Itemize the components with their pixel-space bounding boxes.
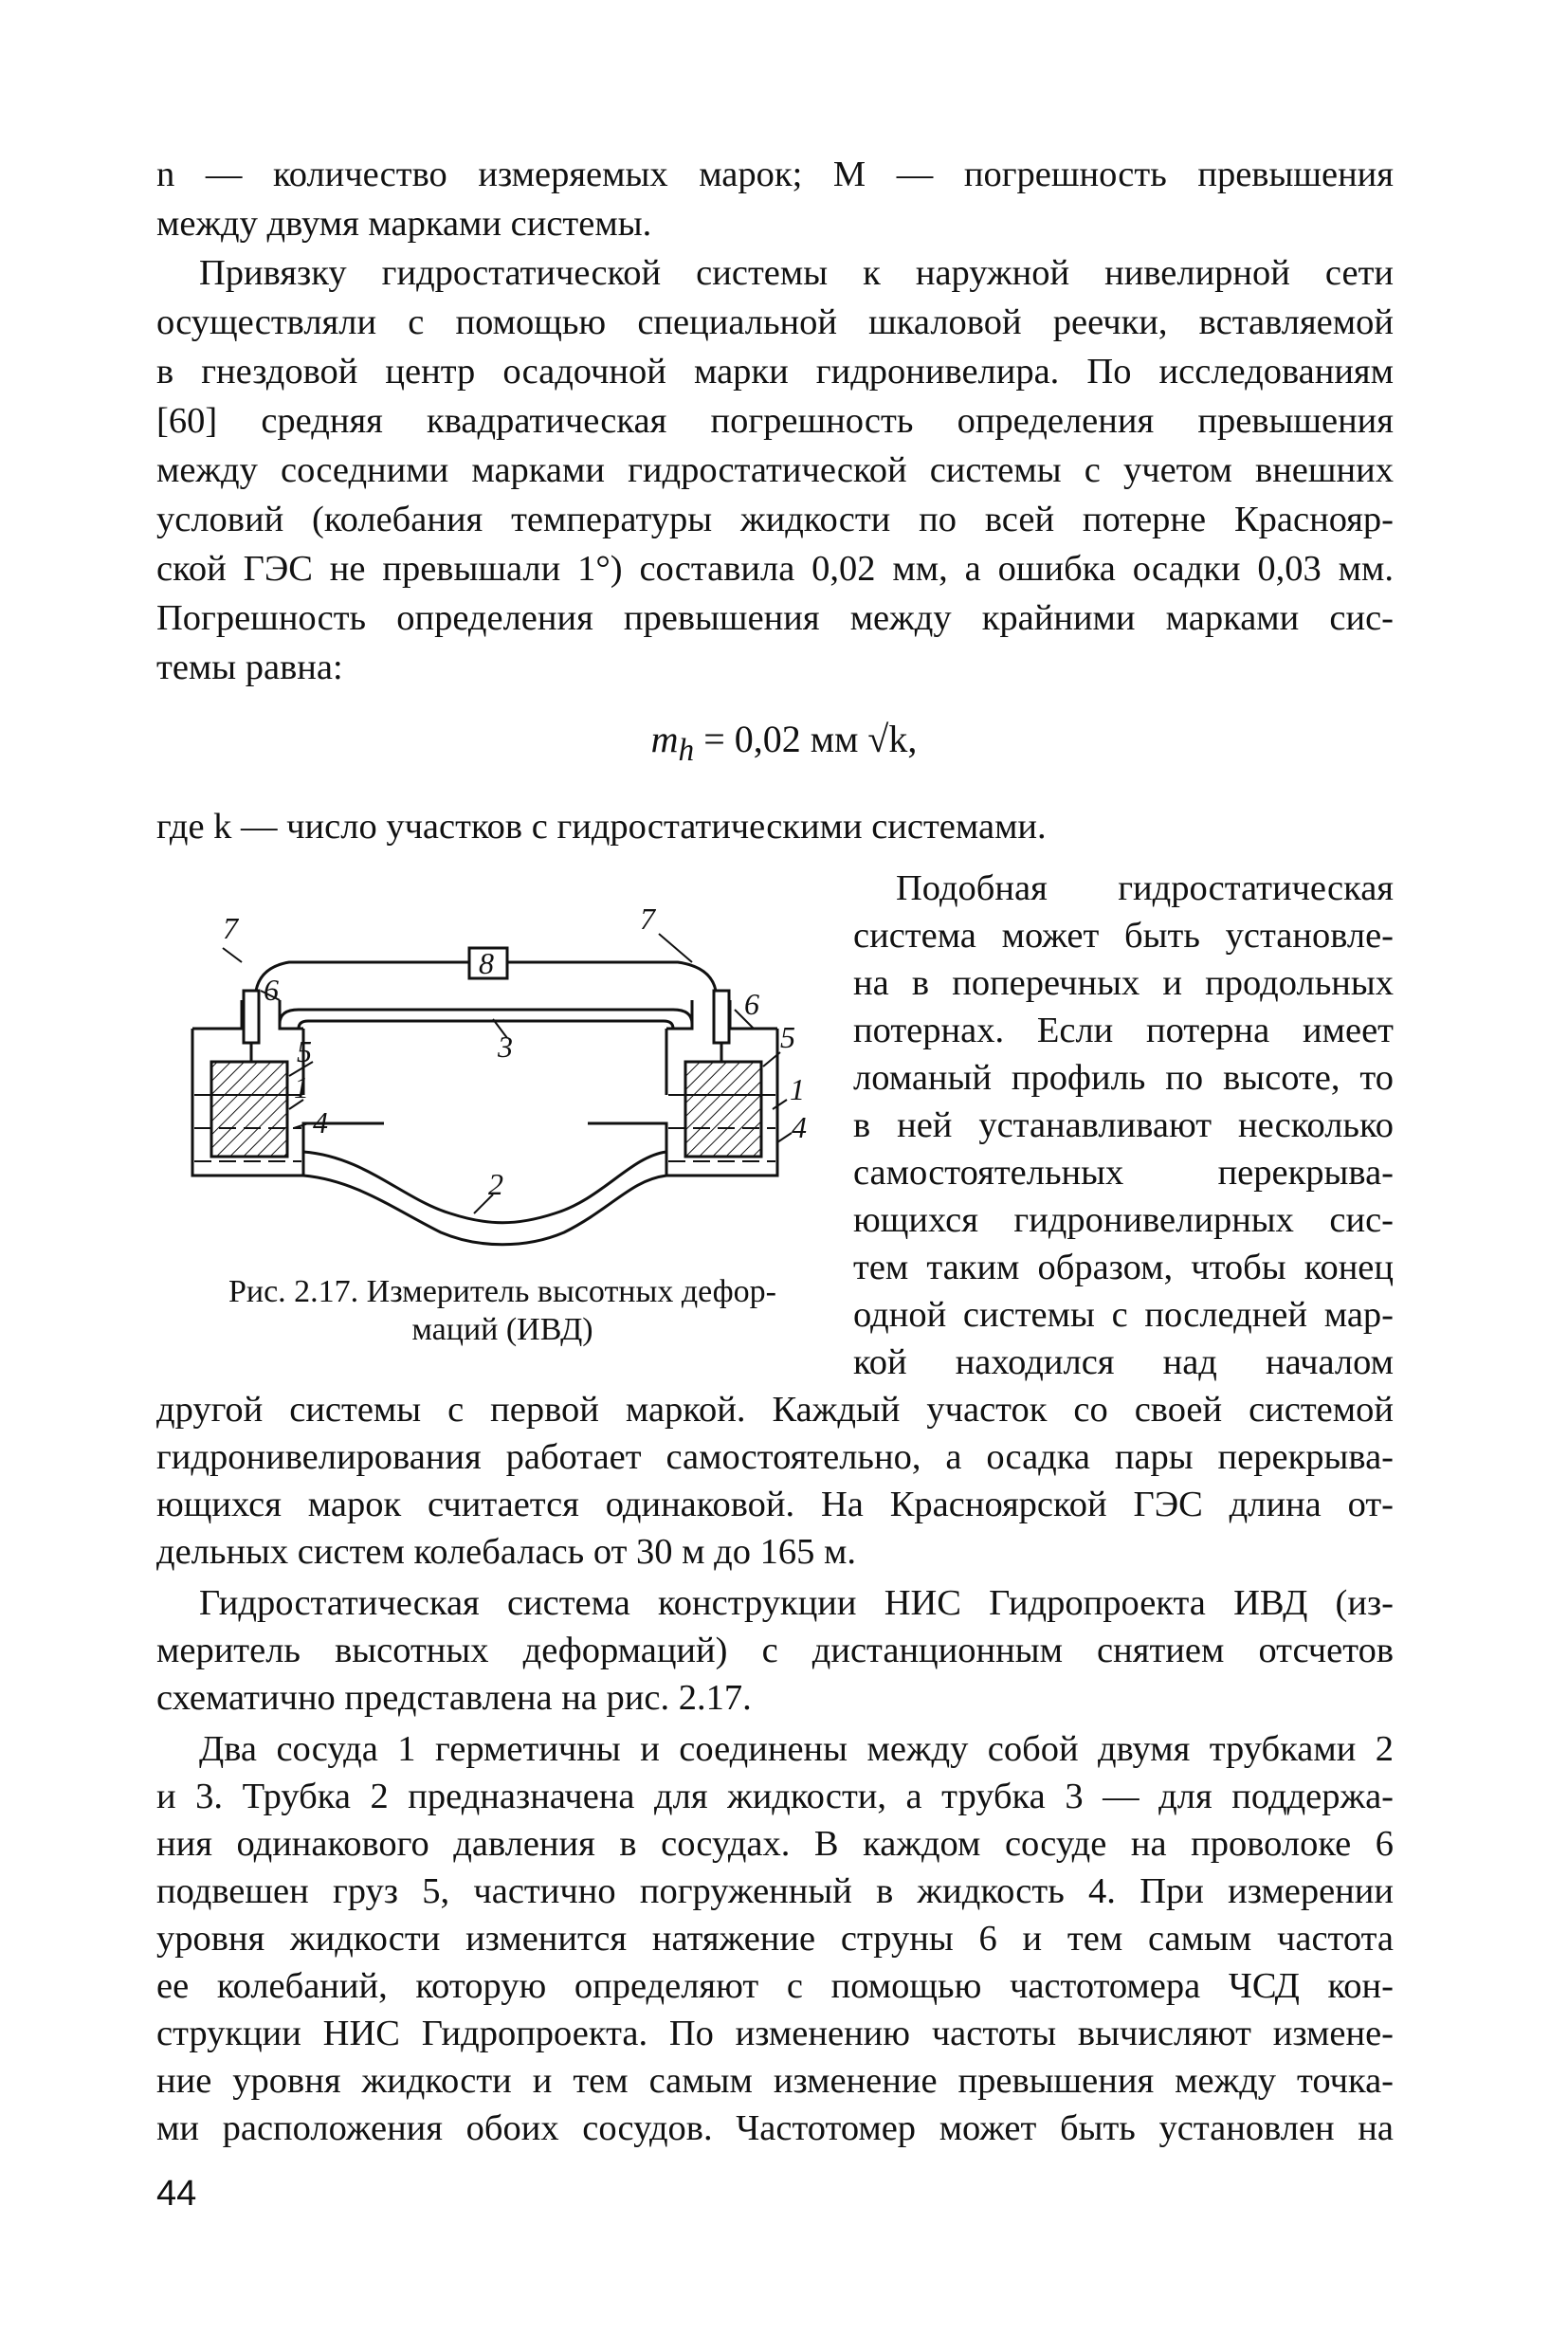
text-line: система может быть установле-: [853, 916, 1394, 956]
figure-ivd-diagram: [166, 858, 830, 1256]
label-5-right: 5: [780, 1020, 795, 1054]
text-line: Подобная гидростатическая: [896, 868, 1394, 908]
text-line: между соседними марками гидростатической системы с учетом внешних: [156, 450, 1394, 490]
text-line: условий (колебания температуры жидкости по всей потерне Краснояр-: [156, 500, 1394, 539]
text-line: между двумя марками системы.: [156, 204, 652, 244]
label-4-right: 4: [792, 1110, 807, 1144]
page-number: 44: [156, 2174, 197, 2214]
text-line: на в поперечных и продольных: [853, 963, 1394, 1003]
string-housing-right: [714, 991, 729, 1043]
text-line: ющихся марок считается одинаковой. На Красноярской ГЭС длина от-: [156, 1485, 1394, 1524]
text-line: схематично представлена на рис. 2.17.: [156, 1678, 752, 1718]
weight-right: [685, 1062, 761, 1157]
formula-lhs: m: [650, 718, 679, 760]
text-line: ние уровня жидкости и тем самым изменение превышения между точка-: [156, 2061, 1394, 2101]
formula-lhs-subscript: h: [678, 733, 695, 768]
text-line: кой находился над началом: [853, 1342, 1394, 1382]
string-housing-left: [244, 991, 259, 1043]
text-line: n — количество измеряемых марок; M — погрешность превышения: [156, 155, 1394, 194]
label-6-left: 6: [264, 973, 279, 1007]
figure-caption-line-2: маций (ИВД): [411, 1312, 593, 1347]
weight-left: [211, 1062, 287, 1157]
label-8: 8: [479, 946, 494, 980]
text-line: тем таким образом, чтобы конец: [853, 1248, 1394, 1287]
label-1-left: 1: [294, 1070, 309, 1104]
label-3: 3: [498, 1030, 513, 1064]
text-line: потернах. Если потерна имеет: [853, 1011, 1394, 1050]
text-line: подвешен груз 5, частично погруженный в жидкость 4. При измерении: [156, 1871, 1394, 1911]
text-line: осуществляли с помощью специальной шкаловой реечки, вставляемой: [156, 302, 1394, 342]
text-line: одной системы с последней мар-: [853, 1295, 1394, 1335]
text-line: Погрешность определения превышения между крайними марками сис-: [156, 598, 1394, 638]
text-line: ния одинакового давления в сосудах. В каждом сосуде на проволоке 6: [156, 1824, 1394, 1864]
tube-3: [280, 1010, 692, 1029]
label-5-left: 5: [297, 1034, 312, 1068]
text-line: ской ГЭС не превышали 1°) составила 0,02 мм, а ошибка осадки 0,03 мм.: [156, 549, 1394, 589]
cable-7: [256, 962, 469, 991]
text-line: ющихся гидронивелирных сис-: [853, 1200, 1394, 1240]
text-line: Гидростатическая система конструкции НИС Гидропроекта ИВД (из-: [199, 1583, 1394, 1623]
text-line: в ней устанавливают несколько: [853, 1105, 1394, 1145]
text-line: Привязку гидростатической системы к наружной нивелирной сети: [199, 253, 1394, 293]
text-line: меритель высотных деформаций) с дистанционным снятием отсчетов: [156, 1631, 1394, 1670]
text-line: гидронивелирования работает самостоятельно, а осадка пары перекрыва-: [156, 1437, 1394, 1477]
formula-rhs: = 0,02 мм √k,: [703, 718, 918, 760]
label-2: 2: [488, 1167, 503, 1201]
text-line: ломаный профиль по высоте, то: [853, 1058, 1394, 1098]
text-line: ее колебаний, которую определяют с помощью частотомера ЧСД кон-: [156, 1966, 1394, 2006]
text-line: [60] средняя квадратическая погрешность определения превышения: [156, 401, 1394, 441]
label-1-right: 1: [790, 1072, 805, 1106]
figure-caption-line-1: Рис. 2.17. Измеритель высотных дефор-: [228, 1274, 777, 1309]
label-7-left: 7: [223, 911, 238, 945]
text-line: и 3. Трубка 2 предназначена для жидкости, а трубка 3 — для поддержа-: [156, 1777, 1394, 1816]
label-7-right: 7: [640, 902, 655, 936]
label-6-right: 6: [744, 987, 759, 1021]
label-4-left: 4: [313, 1105, 328, 1140]
text-line: ми расположения обоих сосудов. Частотомер может быть установлен на: [156, 2108, 1394, 2148]
text-line: другой системы с первой маркой. Каждый участок со своей системой: [156, 1390, 1394, 1430]
text-line: темы равна:: [156, 647, 343, 687]
tube-2: [303, 1176, 666, 1245]
text-line: в гнездовой центр осадочной марки гидронивелира. По исследованиям: [156, 352, 1394, 392]
text-line: струкции НИС Гидропроекта. По изменению частоты вычисляют измене-: [156, 2014, 1394, 2053]
text-line: уровня жидкости изменится натяжение струны 6 и тем самым частота: [156, 1919, 1394, 1959]
text-line: Два сосуда 1 герметичны и соединены между собой двумя трубками 2: [199, 1729, 1394, 1769]
text-line: самостоятельных перекрыва-: [853, 1153, 1394, 1193]
formula: [0, 711, 1568, 779]
where-line: где k — число участков с гидростатическими системами.: [156, 807, 1047, 847]
text-line: дельных систем колебалась от 30 м до 165 м.: [156, 1532, 856, 1572]
